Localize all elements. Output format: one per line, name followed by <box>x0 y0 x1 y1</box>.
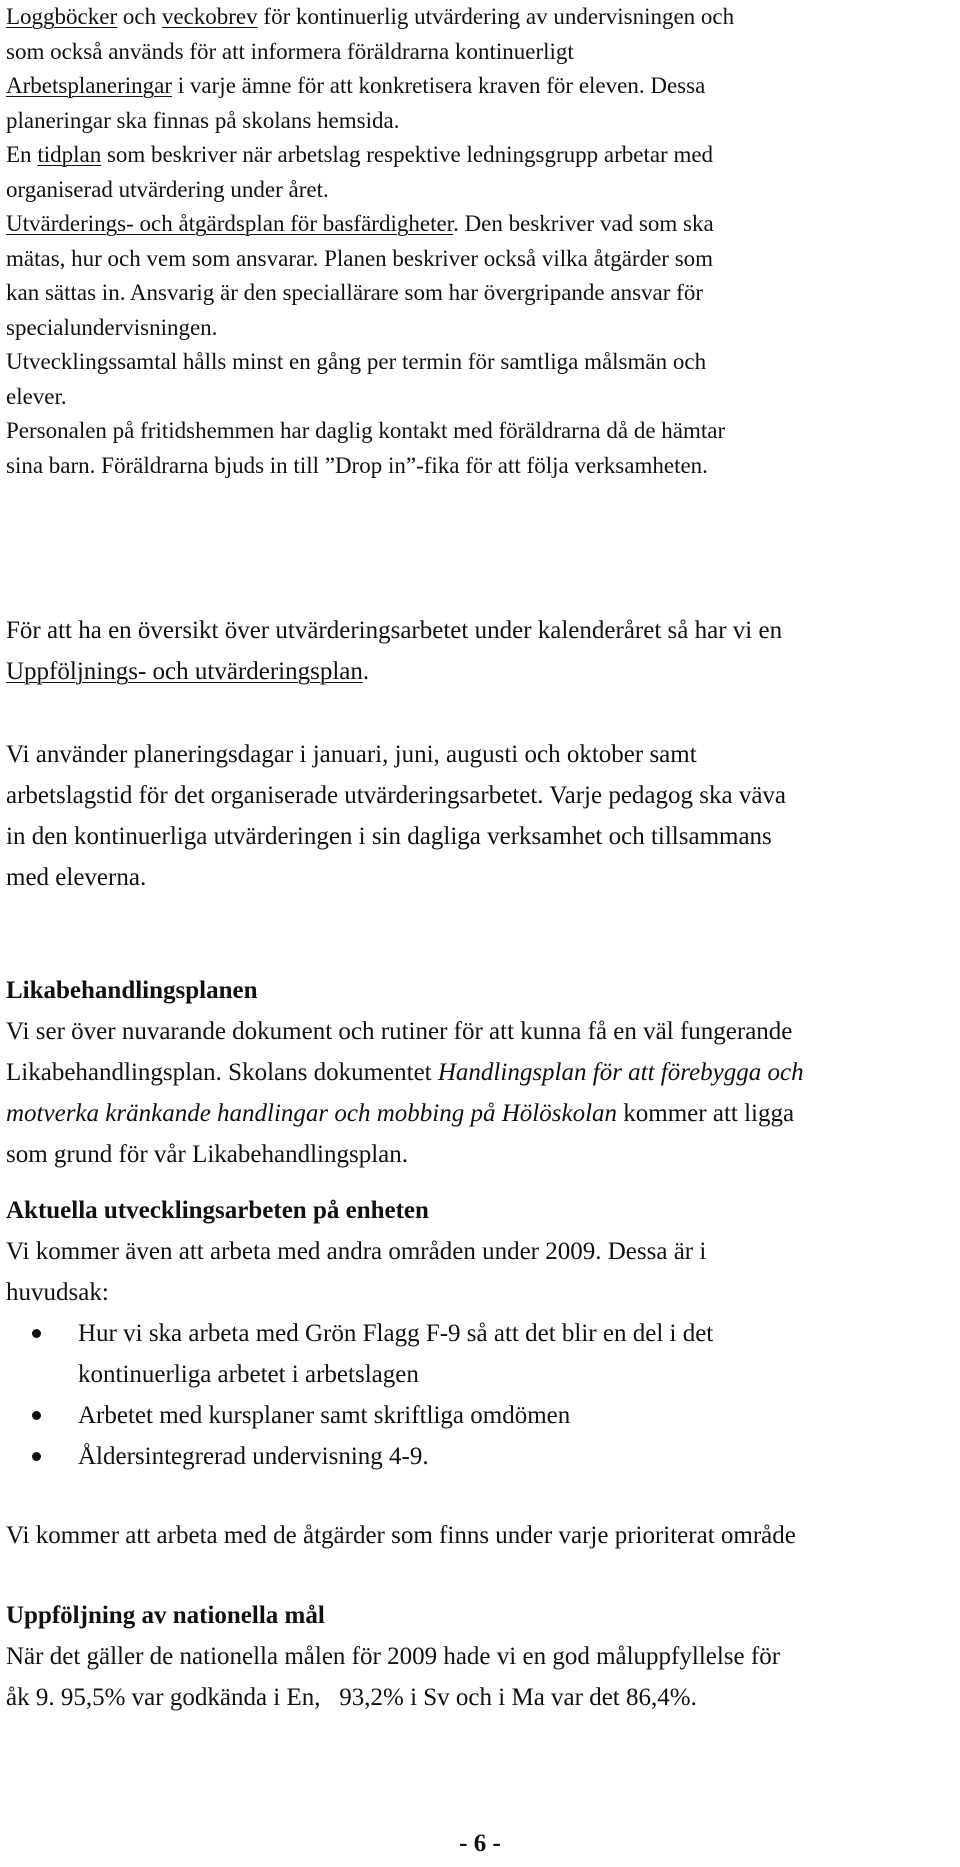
text-line: huvudsak: <box>6 1279 109 1306</box>
link-veckobrev[interactable]: veckobrev <box>161 4 258 29</box>
section-heading: Uppföljning av nationella mål <box>6 1602 325 1629</box>
link-uppfoljningsplan[interactable]: Uppföljnings- och utvärderingsplan <box>6 658 363 685</box>
bullet-icon <box>32 1411 41 1420</box>
text-line: Vi kommer även att arbeta med andra områden under 2009. Dessa är i <box>6 1238 707 1265</box>
text-line: motverka kränkande handlingar och mobbing på Hölöskolan kommer att ligga <box>6 1100 795 1127</box>
text-line: in den kontinuerliga utvärderingen i sin dagliga verksamhet och tillsammans <box>6 823 772 850</box>
nationella-section <box>6 1595 954 1718</box>
text-line: Personalen på fritidshemmen har daglig kontakt med föräldrarna då de hämtar <box>6 418 726 443</box>
text-line: specialundervisningen. <box>6 314 218 340</box>
link-arbetsplaneringar[interactable]: Arbetsplaneringar <box>6 73 173 98</box>
text-line: Arbetsplaneringar i varje ämne för att konkretisera kraven för eleven. Dessa <box>6 73 706 98</box>
text-line: Loggböcker och veckobrev för kontinuerlig utvärdering av undervisningen och <box>6 4 735 29</box>
text-line: För att ha en översikt över utvärderingsarbetet under kalenderåret så har vi en <box>6 617 783 644</box>
section-heading: Aktuella utvecklingsarbeten på enheten <box>6 1197 429 1224</box>
text-line: Utvecklingssamtal hålls minst en gång per termin för samtliga målsmän och <box>6 349 707 374</box>
page-number: - 6 - <box>459 1830 501 1857</box>
text-line: arbetslagstid för det organiserade utvärderingsarbetet. Varje pedagog ska väva <box>6 782 787 809</box>
bullet-list <box>6 1313 954 1477</box>
text-line: När det gäller de nationella målen för 2009 hade vi en god måluppfyllelse för <box>6 1643 781 1670</box>
text-line: Likabehandlingsplan. Skolans dokumentet Handlingsplan för att förebygga och <box>6 1059 804 1086</box>
link-utvarderingsplan[interactable]: Utvärderings- och åtgärdsplan för basfärdigheter <box>6 211 454 236</box>
link-tidplan[interactable]: tidplan <box>37 142 102 167</box>
list-item: Arbetet med kursplaner samt skriftliga omdömen <box>6 1395 954 1436</box>
text-line: som grund för vår Likabehandlingsplan. <box>6 1141 408 1168</box>
utveckling-section <box>6 1190 954 1477</box>
text-line: kan sättas in. Ansvarig är den speciallärare som har övergripande ansvar för <box>6 280 703 305</box>
text-line: åk 9. 95,5% var godkända i En, 93,2% i Sv och i Ma var det 86,4%. <box>6 1684 697 1711</box>
text-line: som också används för att informera föräldrarna kontinuerligt <box>6 38 574 64</box>
bullet-icon <box>32 1452 41 1461</box>
text-line: planeringar ska finnas på skolans hemsida. <box>6 107 400 133</box>
text-line: elever. <box>6 383 67 409</box>
link-loggbocker[interactable]: Loggböcker <box>6 4 118 29</box>
text-line: En tidplan som beskriver när arbetslag respektive ledningsgrupp arbetar med <box>6 142 714 167</box>
text-line: mätas, hur och vem som ansvarar. Planen beskriver också vilka åtgärder som <box>6 245 714 271</box>
list-item: Åldersintegrerad undervisning 4-9. <box>6 1436 954 1477</box>
text-line: sina barn. Föräldrarna bjuds in till ”Drop in”-fika för att följa verksamheten. <box>6 452 708 478</box>
section-heading: Likabehandlingsplanen <box>6 977 258 1004</box>
likabehandling-section <box>6 970 954 1175</box>
list-item: Hur vi ska arbeta med Grön Flagg F-9 så att det blir en del i det kontinuerliga arbetet i arbetslagen <box>6 1313 954 1395</box>
evaluation-tools-list <box>6 0 954 483</box>
text-line: Vi kommer att arbeta med de åtgärder som finns under varje prioriterat område <box>6 1522 796 1549</box>
text-line: med eleverna. <box>6 864 147 891</box>
text-line: Vi använder planeringsdagar i januari, juni, augusti och oktober samt <box>6 741 697 768</box>
overview-paragraph <box>6 610 954 692</box>
text-line: Vi ser över nuvarande dokument och rutiner för att kunna få en väl fungerande <box>6 1018 793 1045</box>
text-line: Utvärderings- och åtgärdsplan för basfärdigheter. Den beskriver vad som ska <box>6 211 714 236</box>
priority-paragraph <box>6 1515 954 1556</box>
text-line: Uppföljnings- och utvärderingsplan. <box>6 658 370 685</box>
text-line: organiserad utvärdering under året. <box>6 176 329 202</box>
planning-paragraph <box>6 734 954 898</box>
bullet-icon <box>32 1329 41 1338</box>
